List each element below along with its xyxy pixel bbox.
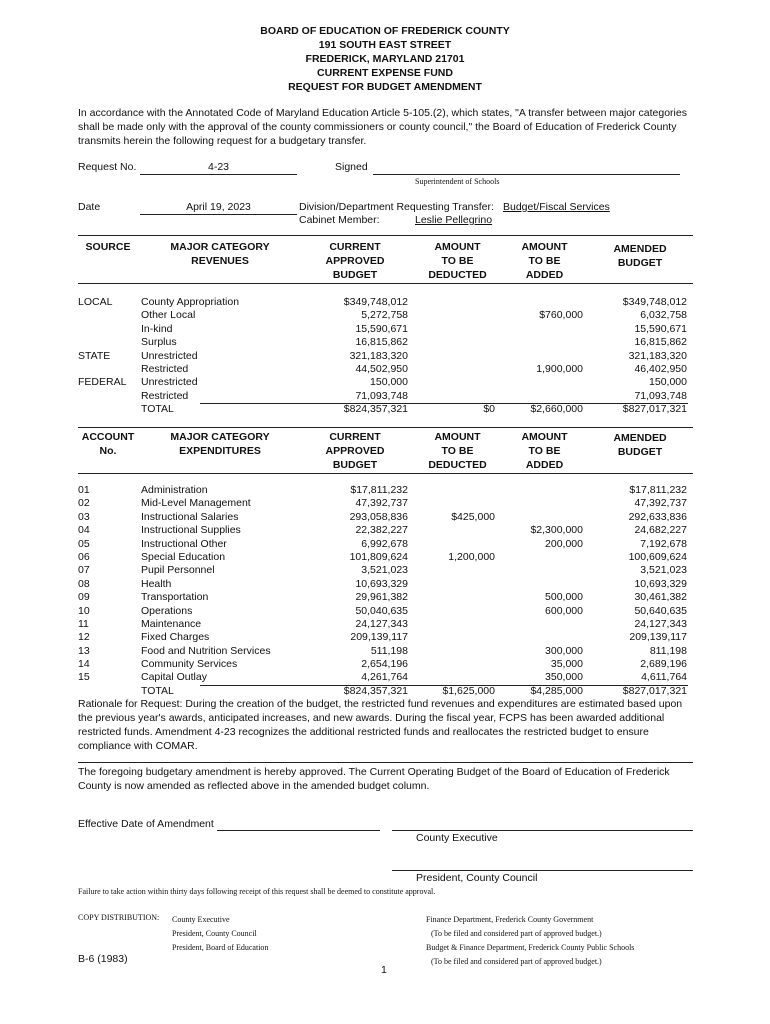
category-cell: Operations: [141, 604, 193, 617]
header-text: TO BE: [528, 445, 561, 457]
header-text: BUDGET: [332, 269, 378, 281]
category-cell: Transportation: [141, 591, 209, 604]
category-cell: Instructional Other: [141, 537, 227, 550]
current-budget-cell: 24,127,343: [355, 617, 408, 630]
amended-budget-cell: 24,127,343: [634, 617, 687, 630]
amended-budget-cell: 150,000: [649, 376, 687, 389]
current-budget-cell: 2,654,196: [361, 658, 408, 671]
current-budget-cell: 209,139,117: [350, 631, 408, 644]
amended-header: [590, 242, 690, 270]
current-budget-cell: $349,748,012: [343, 296, 408, 308]
amended-budget-cell: 16,815,862: [634, 336, 687, 349]
copy-recipient: County Executive: [172, 915, 230, 924]
total-rule: [297, 685, 415, 686]
header-text: TO BE: [441, 255, 474, 267]
category-cell: Fixed Charges: [141, 631, 210, 644]
source-cell: LOCAL: [78, 296, 113, 308]
table-row: [78, 631, 693, 644]
header-text: BUDGET: [617, 257, 663, 269]
amended-budget-cell: 10,693,329: [634, 577, 687, 590]
header-text: AMENDED: [613, 432, 667, 444]
total-rule: [502, 403, 588, 404]
copy-left-list: [172, 913, 268, 955]
header-text: AMENDED: [613, 243, 667, 255]
account-cell: 02: [78, 497, 90, 510]
table-row: [78, 296, 693, 309]
category-cell: Health: [141, 577, 172, 590]
current-budget-cell: 150,000: [370, 376, 408, 389]
header-text: CURRENT: [329, 241, 381, 253]
category-cell: Food and Nutrition Services: [141, 644, 271, 657]
table-row: [78, 497, 693, 510]
copy-recipient: President, County Council: [172, 929, 257, 938]
date-label: Date: [78, 201, 101, 213]
header-text: APPROVED: [325, 255, 385, 267]
table-row: [78, 484, 693, 497]
added-cell: $760,000: [539, 309, 583, 322]
signature-line[interactable]: [373, 174, 680, 175]
signed-label: Signed: [335, 161, 368, 173]
account-cell: 15: [78, 671, 90, 684]
account-cell: 08: [78, 577, 90, 590]
category-cell: Community Services: [141, 658, 238, 671]
failure-note: Failure to take action within thirty days following receipt of this request shall be deemed to constitute approval.: [78, 887, 436, 896]
intro-paragraph: In accordance with the Annotated Code of Maryland Education Article 5-105.(2), which states, "A transfer between major categories shall be made only with the approval of the county commissioners or county council," the Board of Education of Frederick County transmits herein the following request for a budgetary transfer.: [78, 107, 687, 147]
deducted-cell: $1,625,000: [442, 684, 495, 697]
deducted-cell: 1,200,000: [448, 550, 495, 563]
header-text: No.: [99, 445, 117, 457]
header-text: TO BE: [528, 255, 561, 267]
current-budget-cell: 5,272,758: [361, 309, 408, 322]
current-budget-cell: 44,502,950: [355, 362, 408, 375]
council-president-label: President, County Council: [416, 872, 538, 884]
table-row: [78, 511, 693, 524]
table-row: [78, 578, 693, 591]
category-cell: Mid-Level Management: [141, 497, 251, 510]
current-budget-cell: $17,811,232: [350, 484, 408, 496]
added-cell: 1,900,000: [536, 362, 583, 375]
total-rule: [415, 403, 502, 404]
amended-budget-cell: 3,521,023: [640, 564, 687, 577]
header-text: TO BE: [441, 445, 474, 457]
amended-budget-cell: 50,640,635: [634, 604, 687, 617]
table-row: [78, 645, 693, 658]
header-text: ADDED: [525, 269, 564, 281]
copy-recipient: President, Board of Education: [172, 943, 269, 952]
table-row: [78, 658, 693, 671]
county-exec-signature-line[interactable]: [392, 830, 693, 831]
cabinet-value: Leslie Pellegrino: [415, 214, 493, 226]
header-text: AMOUNT: [434, 241, 481, 253]
amended-budget-cell: 71,093,748: [634, 389, 687, 402]
deducted-cell: $0: [483, 403, 495, 416]
header-text: MAJOR CATEGORY: [170, 241, 270, 253]
current-budget-cell: 29,961,382: [355, 591, 408, 604]
current-budget-cell: 22,382,227: [355, 524, 408, 537]
table-rule: [78, 427, 693, 428]
division-value: Budget/Fiscal Services: [503, 201, 610, 213]
table-row: [78, 323, 693, 336]
table-row: [78, 618, 693, 631]
account-cell: 03: [78, 510, 90, 523]
rationale-paragraph: Rationale for Request: During the creation of the budget, the restricted fund revenues and expenditures are estimated based upon the previous year's awards, anticipated increases, and new awards. During the fiscal year, FCPS has been awarded additional restricted funds. Amendment 4-23 recognizes the additional restricted funds and reallocates the restricted budget to ensure compliance with COMAR.: [78, 698, 683, 752]
amended-budget-cell: 811,198: [649, 644, 687, 657]
copy-note: (To be filed and considered part of approved budget.): [431, 957, 602, 966]
added-cell: 500,000: [545, 591, 583, 604]
table-row: [78, 671, 693, 684]
header-text: REVENUES: [191, 255, 249, 267]
added-cell: 600,000: [545, 604, 583, 617]
header-line: FREDERICK, MARYLAND 21701: [305, 53, 465, 65]
table-row: [78, 363, 693, 376]
added-cell: 300,000: [545, 644, 583, 657]
total-rule: [415, 685, 502, 686]
table-row: [78, 390, 693, 403]
amended-budget-cell: $827,017,321: [622, 684, 687, 697]
header-line: CURRENT EXPENSE FUND: [317, 67, 453, 79]
category-cell: Restricted: [141, 389, 189, 402]
request-number-line: [140, 174, 297, 175]
current-budget-cell: 6,992,678: [361, 537, 408, 550]
added-cell: $2,300,000: [530, 524, 583, 537]
category-cell: TOTAL: [141, 403, 174, 416]
cabinet-label: Cabinet Member:: [299, 214, 380, 226]
table-row: [78, 376, 693, 389]
category-cell: In-kind: [141, 322, 173, 335]
header-text: DEDUCTED: [428, 269, 487, 281]
revenues-table: [78, 296, 693, 417]
table-rule: [78, 283, 693, 284]
deducted-header: [415, 430, 500, 472]
current-budget-cell: 3,521,023: [361, 564, 408, 577]
current-budget-cell: 10,693,329: [355, 577, 408, 590]
current-budget-cell: 15,590,671: [355, 322, 408, 335]
total-rule: [297, 403, 415, 404]
county-exec-label: County Executive: [416, 832, 498, 844]
table-row: [78, 591, 693, 604]
amended-budget-cell: 209,139,117: [629, 631, 687, 644]
category-cell: Capital Outlay: [141, 671, 207, 684]
table-rule: [78, 473, 693, 474]
deducted-cell: $425,000: [451, 510, 495, 523]
amended-budget-cell: 6,032,758: [640, 309, 687, 322]
amended-budget-cell: 46,402,950: [634, 362, 687, 375]
current-header: [300, 430, 410, 472]
date-line: [140, 214, 297, 215]
table-row: [78, 336, 693, 349]
header-text: EXPENDITURES: [179, 445, 261, 457]
added-cell: $2,660,000: [530, 403, 583, 416]
source-cell: FEDERAL: [78, 376, 127, 389]
request-label: Request No.: [78, 161, 137, 173]
current-budget-cell: 47,392,737: [355, 497, 408, 510]
section-rule: [78, 762, 693, 763]
page-number: 1: [381, 964, 387, 976]
current-budget-cell: 511,198: [370, 644, 408, 657]
account-cell: 07: [78, 564, 90, 577]
table-row: [78, 524, 693, 537]
header-text: ADDED: [525, 459, 564, 471]
added-cell: 35,000: [550, 658, 583, 671]
account-cell: 06: [78, 550, 90, 563]
council-signature-line[interactable]: [392, 870, 693, 871]
table-rule: [78, 235, 693, 236]
approval-paragraph: The foregoing budgetary amendment is hereby approved. The Current Operating Budget of the Board of Education of Frederick County is now amended as reflected above in the amended budget column.: [78, 766, 670, 792]
category-cell: TOTAL: [141, 684, 174, 697]
amended-budget-cell: 24,682,227: [634, 524, 687, 537]
category-header: [140, 240, 300, 268]
header-text: AMOUNT: [521, 241, 568, 253]
header-line: REQUEST FOR BUDGET AMENDMENT: [288, 81, 482, 93]
copy-recipient: Finance Department, Frederick County Government: [426, 915, 594, 924]
added-header: [502, 430, 587, 472]
category-cell: Surplus: [141, 336, 177, 349]
form-id: B-6 (1983): [78, 953, 128, 965]
added-header: [502, 240, 587, 282]
header-line: 191 SOUTH EAST STREET: [318, 39, 452, 51]
amended-budget-cell: $827,017,321: [622, 403, 687, 416]
category-cell: Pupil Personnel: [141, 564, 215, 577]
amended-budget-cell: 100,609,624: [628, 550, 687, 563]
signed-caption: Superintendent of Schools: [415, 177, 500, 186]
date-value[interactable]: April 19, 2023: [186, 201, 251, 213]
account-cell: 05: [78, 537, 90, 550]
amended-budget-cell: 47,392,737: [634, 497, 687, 510]
current-budget-cell: $824,357,321: [343, 403, 408, 416]
copy-distribution-label: COPY DISTRIBUTION:: [78, 913, 160, 922]
table-row: [78, 403, 693, 416]
header-text: BUDGET: [617, 446, 663, 458]
header-text: ACCOUNT: [81, 431, 135, 443]
table-row: [78, 350, 693, 363]
table-row: [78, 538, 693, 551]
amended-budget-cell: 4,611,764: [641, 671, 687, 684]
account-cell: 12: [78, 631, 90, 644]
category-cell: Instructional Salaries: [141, 510, 239, 523]
total-rule: [588, 403, 688, 404]
document-header: [0, 24, 770, 94]
amended-budget-cell: 15,590,671: [634, 322, 687, 335]
category-cell: Unrestricted: [141, 376, 198, 389]
header-text: APPROVED: [325, 445, 385, 457]
category-cell: Other Local: [141, 309, 196, 322]
current-budget-cell: 16,815,862: [355, 336, 408, 349]
request-number[interactable]: 4-23: [207, 161, 229, 173]
account-cell: 01: [78, 484, 90, 496]
amended-budget-cell: 292,633,836: [628, 510, 687, 523]
header-text: BUDGET: [332, 459, 378, 471]
amended-budget-cell: 7,192,678: [640, 537, 687, 550]
amended-header: [590, 431, 690, 459]
current-budget-cell: 101,809,624: [349, 550, 408, 563]
division-label: Division/Department Requesting Transfer:: [299, 201, 494, 213]
source-cell: STATE: [78, 349, 111, 362]
account-cell: 09: [78, 591, 90, 604]
amended-budget-cell: $17,811,232: [629, 484, 687, 496]
category-cell: Restricted: [141, 362, 189, 375]
deducted-header: [415, 240, 500, 282]
amended-budget-cell: 30,461,382: [634, 591, 687, 604]
account-cell: 10: [78, 604, 90, 617]
current-budget-cell: 4,261,764: [361, 671, 408, 684]
header-text: AMOUNT: [521, 431, 568, 443]
expenditures-table: [78, 484, 693, 698]
added-cell: 200,000: [545, 537, 583, 550]
table-row: [78, 564, 693, 577]
header-line: BOARD OF EDUCATION OF FREDERICK COUNTY: [260, 25, 510, 37]
total-rule: [502, 685, 588, 686]
added-cell: 350,000: [545, 671, 583, 684]
current-header: [300, 240, 410, 282]
current-budget-cell: 321,183,320: [349, 349, 408, 362]
account-header: [78, 430, 138, 458]
amended-budget-cell: $349,748,012: [622, 296, 687, 308]
category-cell: Administration: [141, 484, 208, 496]
effective-date-label: Effective Date of Amendment: [78, 818, 214, 830]
header-text: MAJOR CATEGORY: [170, 431, 270, 443]
header-text: DEDUCTED: [428, 459, 487, 471]
copy-recipient: Budget & Finance Department, Frederick County Public Schools: [426, 943, 635, 952]
account-cell: 11: [78, 617, 89, 630]
account-cell: 14: [78, 658, 90, 671]
category-cell: County Appropriation: [141, 296, 240, 308]
source-header: SOURCE: [85, 241, 131, 253]
header-text: CURRENT: [329, 431, 381, 443]
category-cell: Special Education: [141, 550, 226, 563]
table-row: [78, 605, 693, 618]
current-budget-cell: 50,040,635: [355, 604, 408, 617]
account-cell: 13: [78, 644, 90, 657]
category-header: [140, 430, 300, 458]
total-rule: [588, 685, 688, 686]
amended-budget-cell: 321,183,320: [628, 349, 687, 362]
added-cell: $4,285,000: [530, 684, 583, 697]
category-cell: Maintenance: [141, 617, 202, 630]
copy-note: (To be filed and considered part of approved budget.): [431, 929, 602, 938]
copy-right-list: [426, 913, 634, 969]
effective-date-line[interactable]: [217, 830, 380, 831]
amended-budget-cell: 2,689,196: [640, 658, 687, 671]
current-budget-cell: 71,093,748: [355, 389, 408, 402]
account-cell: 04: [78, 524, 90, 537]
category-cell: Unrestricted: [141, 349, 198, 362]
table-row: [78, 309, 693, 322]
category-cell: Instructional Supplies: [141, 524, 241, 537]
current-budget-cell: $824,357,321: [343, 684, 408, 697]
header-text: AMOUNT: [434, 431, 481, 443]
current-budget-cell: 293,058,836: [349, 510, 408, 523]
table-row: [78, 551, 693, 564]
